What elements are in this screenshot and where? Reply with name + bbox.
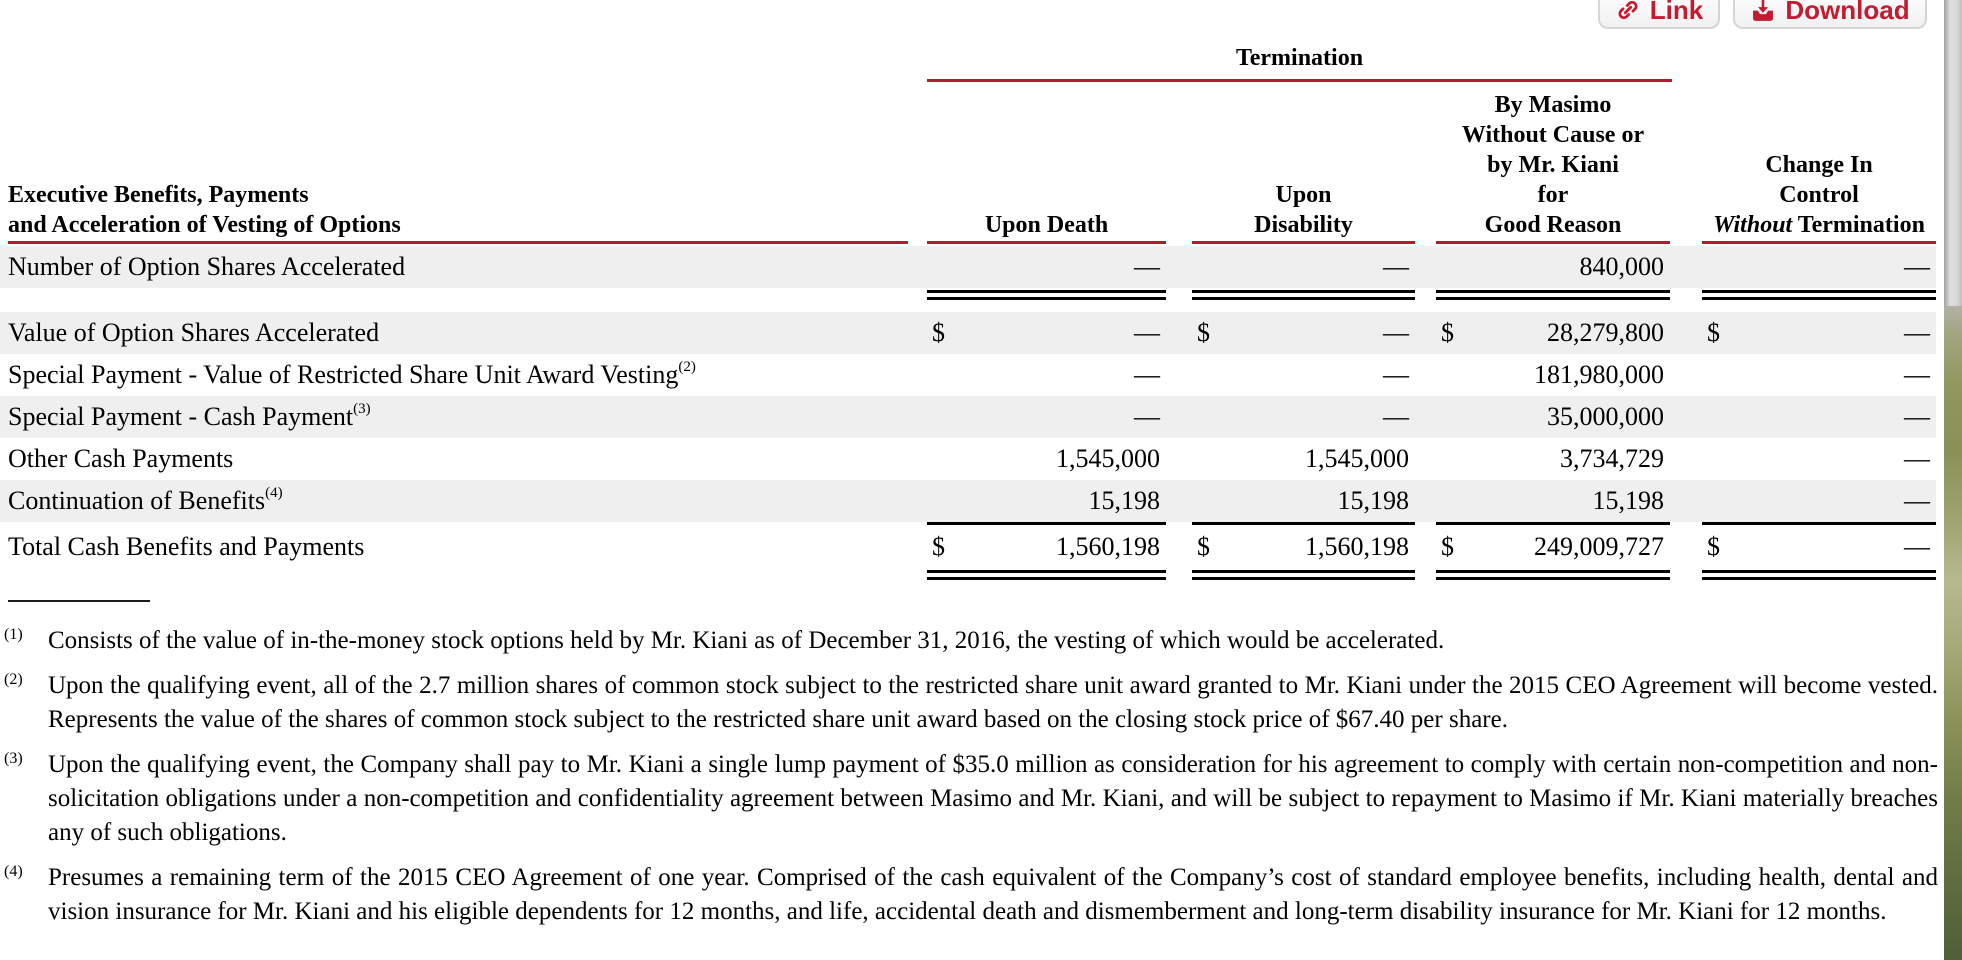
cell-number: — [1904,486,1930,515]
double-rule [1702,570,1936,580]
column-header-line: Change In [1765,152,1873,178]
link-button-label: Link [1649,0,1704,25]
dollar-sign: $ [1707,532,1720,561]
cell-value [927,246,1166,288]
stub-header-line-1: Executive Benefits, Payments [8,182,309,208]
double-rule [1436,570,1670,580]
table-row [0,354,1936,396]
dollar-sign: $ [1707,318,1720,347]
row-label: Continuation of Benefits$^{(4)}$ [8,485,283,515]
column-header-line: Disability [1254,212,1353,238]
cell-value [1702,526,1936,568]
footnote-text: Consists of the value of in-the-money stock options held by Mr. Kiani as of December 31, 2016, the vesting of which would be accelerated. [48,627,1445,654]
footnote-reference: (2) [678,359,696,375]
row-label: Special Payment - Value of Restricted Share Unit Award Vesting$^{(2)}$ [8,359,696,389]
footnote [0,861,1938,929]
row-label: Number of Option Shares Accelerated [8,252,406,281]
footnote [0,624,1938,658]
column-header-line: for [1537,182,1569,208]
rule-row [0,290,1936,300]
cell-value [1702,246,1936,288]
column-header-upon-death [927,210,1166,240]
cell-number: 15,198 [1337,486,1409,515]
table-row [0,526,1936,568]
cell-number: 1,560,198 [1305,532,1409,561]
row-label: Other Cash Payments [8,444,234,473]
footnotes-section [0,600,1938,940]
cell-value [927,438,1166,480]
column-header-line: Upon [1275,182,1332,208]
download-icon [1750,0,1776,23]
cell-value [1192,246,1415,288]
cell-number: — [1383,318,1409,347]
cell-number: — [1904,360,1930,389]
stub-column-header [8,180,908,240]
row-label: Special Payment - Cash Payment$^{(3)}$ [8,401,371,431]
column-header-upon-disability [1192,180,1415,240]
row-spacer [0,300,1936,312]
row-label: Value of Option Shares Accelerated [8,318,380,347]
cell-value [1192,526,1415,568]
column-header-segment: Termination [1792,212,1925,238]
cell-value [1702,396,1936,438]
cell-value [1192,480,1415,525]
cell-value [1702,438,1936,480]
cell-number: 181,980,000 [1534,360,1664,389]
table-row [0,438,1936,480]
scrollbar-track[interactable] [1944,0,1962,306]
wallpaper-strip [1944,306,1962,960]
table-row [0,396,1936,438]
good-reason-rule [1436,241,1670,244]
footnote-text: Upon the qualifying event, the Company shall pay to Mr. Kiani a single lump payment of $35.0 million as consideration for his agreement to comply with certain non-competition and non-solicitation obligations under a non-competition and confidentiality agreement between Masimo and Mr. Kiani, and will be subject to repayment to Masimo if Mr. Kiani materially breaches any of such obligations. [48,751,1938,846]
cell-number: — [1904,252,1930,281]
footnote-text: Upon the qualifying event, all of the 2.7 million shares of common stock subject to the restricted share unit award granted to Mr. Kiani under the 2015 CEO Agreement will become vested. Represents the value of the shares of common stock subject to the restricted share unit award based on the closing stock price of $67.40 per share. [48,672,1938,733]
cell-value [1702,354,1936,396]
cell-number: 249,009,727 [1534,532,1664,561]
footnote [0,669,1938,737]
cell-number: — [1383,252,1409,281]
double-rule [1436,290,1670,300]
footnote-reference: (3) [353,401,371,417]
column-header-line: Good Reason [1484,212,1622,238]
cell-number: 1,545,000 [1056,444,1160,473]
column-header-line [1702,210,1936,240]
cell-value [1436,312,1670,354]
cell-value [927,480,1166,525]
stub-header-line-2: and Acceleration of Vesting of Options [8,212,401,238]
dollar-sign: $ [932,532,945,561]
cell-value [1702,312,1936,354]
cell-number: 1,545,000 [1305,444,1409,473]
termination-group-rule [927,79,1672,82]
upon-disability-rule [1192,241,1415,244]
footnote-marker: (1) [4,626,23,643]
cell-number: — [1904,402,1930,431]
cell-number: 15,198 [1088,486,1160,515]
column-header-by-masimo-without-cause-good-reason [1436,90,1670,240]
cell-number: — [1383,360,1409,389]
table-row [0,480,1936,522]
footnote-marker: (3) [4,750,23,767]
double-rule [927,570,1166,580]
dollar-sign: $ [1441,318,1454,347]
cell-value [927,396,1166,438]
cell-value [1192,312,1415,354]
download-button[interactable] [1733,0,1927,29]
dollar-sign: $ [932,318,945,347]
cell-number: 15,198 [1592,486,1664,515]
table-header [0,86,1962,240]
double-rule [1702,290,1936,300]
link-button[interactable] [1598,0,1720,29]
cell-number: — [1383,402,1409,431]
download-button-label: Download [1785,0,1910,25]
cell-value [1436,526,1670,568]
column-header-segment: Without [1713,212,1793,238]
footnote-divider [8,600,150,602]
cell-number: 840,000 [1579,252,1664,281]
cell-value [1436,480,1670,525]
comp-table-body [0,246,1936,580]
cell-value [1436,396,1670,438]
footnote-text: Presumes a remaining term of the 2015 CEO Agreement of one year. Comprised of the cash equivalent of the Company’s cost of standard employee benefits, including health, dental and vision insurance for Mr. Kiani and his eligible dependents for 12 months, and life, accidental death and dismemberment and long-term disability insurance for Mr. Kiani for 12 months. [48,864,1938,925]
termination-group-header: Termination [1235,45,1364,71]
column-header-line: Upon Death [984,212,1109,238]
dollar-sign: $ [1197,532,1210,561]
cell-number: — [1904,318,1930,347]
cell-number: 3,734,729 [1560,444,1664,473]
cell-value [1436,438,1670,480]
cell-value [1192,354,1415,396]
link-icon [1615,0,1641,23]
stub-header-rule [8,241,908,244]
footnote-marker: (4) [4,863,23,880]
cell-value [927,526,1166,568]
cell-number: — [1904,532,1930,561]
double-rule [927,290,1166,300]
change-in-control-rule [1702,241,1936,244]
footnote-list [0,624,1938,929]
table-row [0,312,1936,354]
cell-value [927,354,1166,396]
column-header-line: Control [1779,182,1859,208]
dollar-sign: $ [1441,532,1454,561]
cell-value [1192,438,1415,480]
double-rule [1192,290,1415,300]
upon-death-rule [927,241,1166,244]
cell-number: — [1134,360,1160,389]
cell-number: 28,279,800 [1547,318,1664,347]
cell-number: — [1134,318,1160,347]
double-rule [1192,570,1415,580]
footnote [0,748,1938,850]
cell-value [1702,480,1936,525]
cell-number: — [1904,444,1930,473]
row-label: Total Cash Benefits and Payments [8,532,365,561]
cell-value [1192,396,1415,438]
column-header-line: by Mr. Kiani [1487,152,1619,178]
column-header-line: By Masimo [1494,92,1612,118]
footnote-marker: (2) [4,671,23,688]
column-header-line: Without Cause or [1461,122,1645,148]
cell-number: — [1134,252,1160,281]
rule-row [0,570,1936,580]
cell-value [1436,354,1670,396]
cell-number: 35,000,000 [1547,402,1664,431]
cell-number: — [1134,402,1160,431]
dollar-sign: $ [1197,318,1210,347]
footnote-reference: (4) [265,485,283,501]
cell-value [1436,246,1670,288]
cell-number: 1,560,198 [1056,532,1160,561]
column-header-change-in-control-without-termination [1702,150,1936,240]
cell-value [927,312,1166,354]
table-row [0,246,1936,288]
